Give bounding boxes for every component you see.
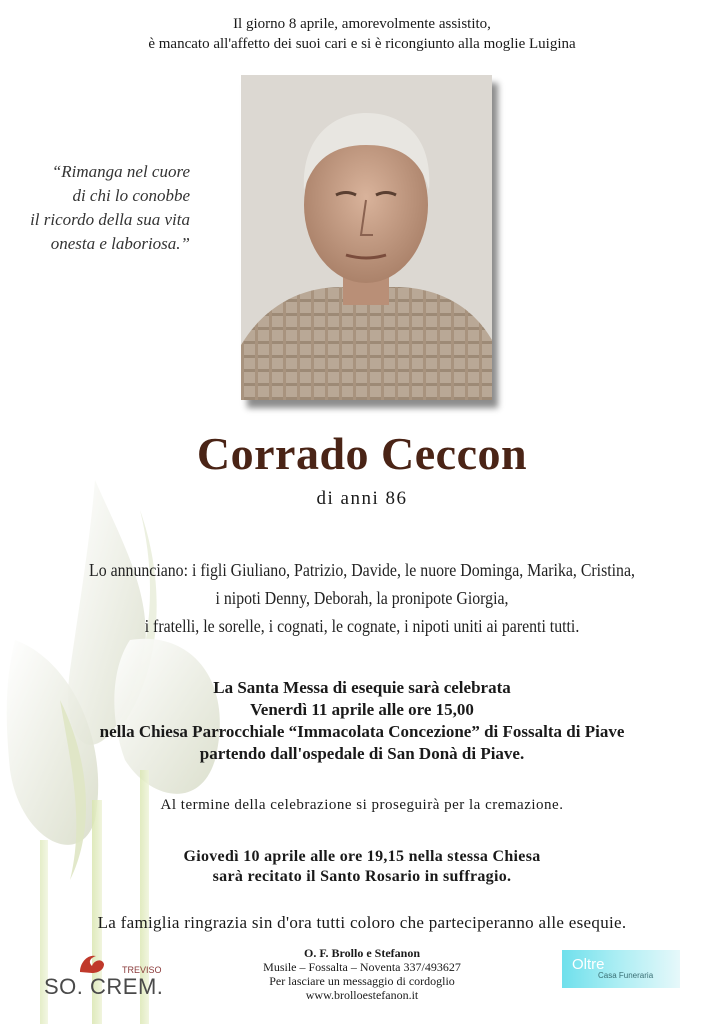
oltre-logo xyxy=(562,950,680,988)
portrait-photo xyxy=(241,75,492,400)
agency-name: O. F. Brollo e Stefanon xyxy=(303,946,420,960)
announcement-line: i fratelli, le sorelle, i cognati, le cognate, i nipoti uniti ai parenti tutti. xyxy=(144,616,580,636)
flame-icon xyxy=(78,952,106,974)
deceased-name: Corrado Ceccon xyxy=(196,428,528,479)
rosary-details xyxy=(0,847,724,887)
socrem-logo xyxy=(44,952,174,1002)
oltre-subtitle: Casa Funeraria xyxy=(598,971,654,980)
agency-message-note: Per lasciare un messaggio di cordoglio xyxy=(269,974,455,988)
announcement-line: i nipoti Denny, Deborah, la pronipote Giorgia, xyxy=(215,588,509,608)
intro-line: Il giorno 8 aprile, amorevolmente assistito, xyxy=(233,16,491,32)
oltre-name: Oltre xyxy=(572,956,605,973)
socrem-city: TREVISO xyxy=(122,965,162,975)
funeral-line: partendo dall'ospedale di San Donà di Piave. xyxy=(199,744,525,763)
family-announcement xyxy=(40,556,684,640)
socrem-brand: SO. CREM. xyxy=(44,974,164,999)
funeral-line: nella Chiesa Parrocchiale “Immacolata Concezione” di Fossalta di Piave xyxy=(99,722,625,741)
quote-line: di chi lo conobbe xyxy=(72,186,190,205)
deceased-age: di anni 86 xyxy=(316,488,408,509)
funeral-line: La Santa Messa di esequie sarà celebrata xyxy=(213,678,511,697)
intro-text xyxy=(0,14,724,54)
rosary-line: Giovedì 10 aprile alle ore 19,15 nella stessa Chiesa xyxy=(183,848,541,865)
quote-line: il ricordo della sua vita xyxy=(30,210,190,229)
cremation-note: Al termine della celebrazione si proseguirà per la cremazione. xyxy=(160,797,564,813)
funeral-mass-details xyxy=(40,677,684,765)
announcement-line: Lo annunciano: i figli Giuliano, Patrizio, Davide, le nuore Dominga, Marika, Cristina, xyxy=(89,560,635,580)
funeral-agency-info xyxy=(200,946,524,1002)
agency-website-link[interactable]: www.brolloestefanon.it xyxy=(305,988,419,1002)
agency-locations: Musile – Fossalta – Noventa 337/493627 xyxy=(263,960,461,974)
memorial-quote xyxy=(20,160,190,256)
quote-line: “Rimanga nel cuore xyxy=(51,162,190,181)
funeral-line: Venerdì 11 aprile alle ore 15,00 xyxy=(250,700,474,719)
intro-line: è mancato all'affetto dei suoi cari e si è ricongiunto alla moglie Luigina xyxy=(148,36,576,52)
rosary-line: sarà recitato il Santo Rosario in suffragio. xyxy=(212,868,512,885)
quote-line: onesta e laboriosa.” xyxy=(50,234,190,253)
family-thanks: La famiglia ringrazia sin d'ora tutti coloro che parteciperanno alle esequie. xyxy=(97,913,627,932)
